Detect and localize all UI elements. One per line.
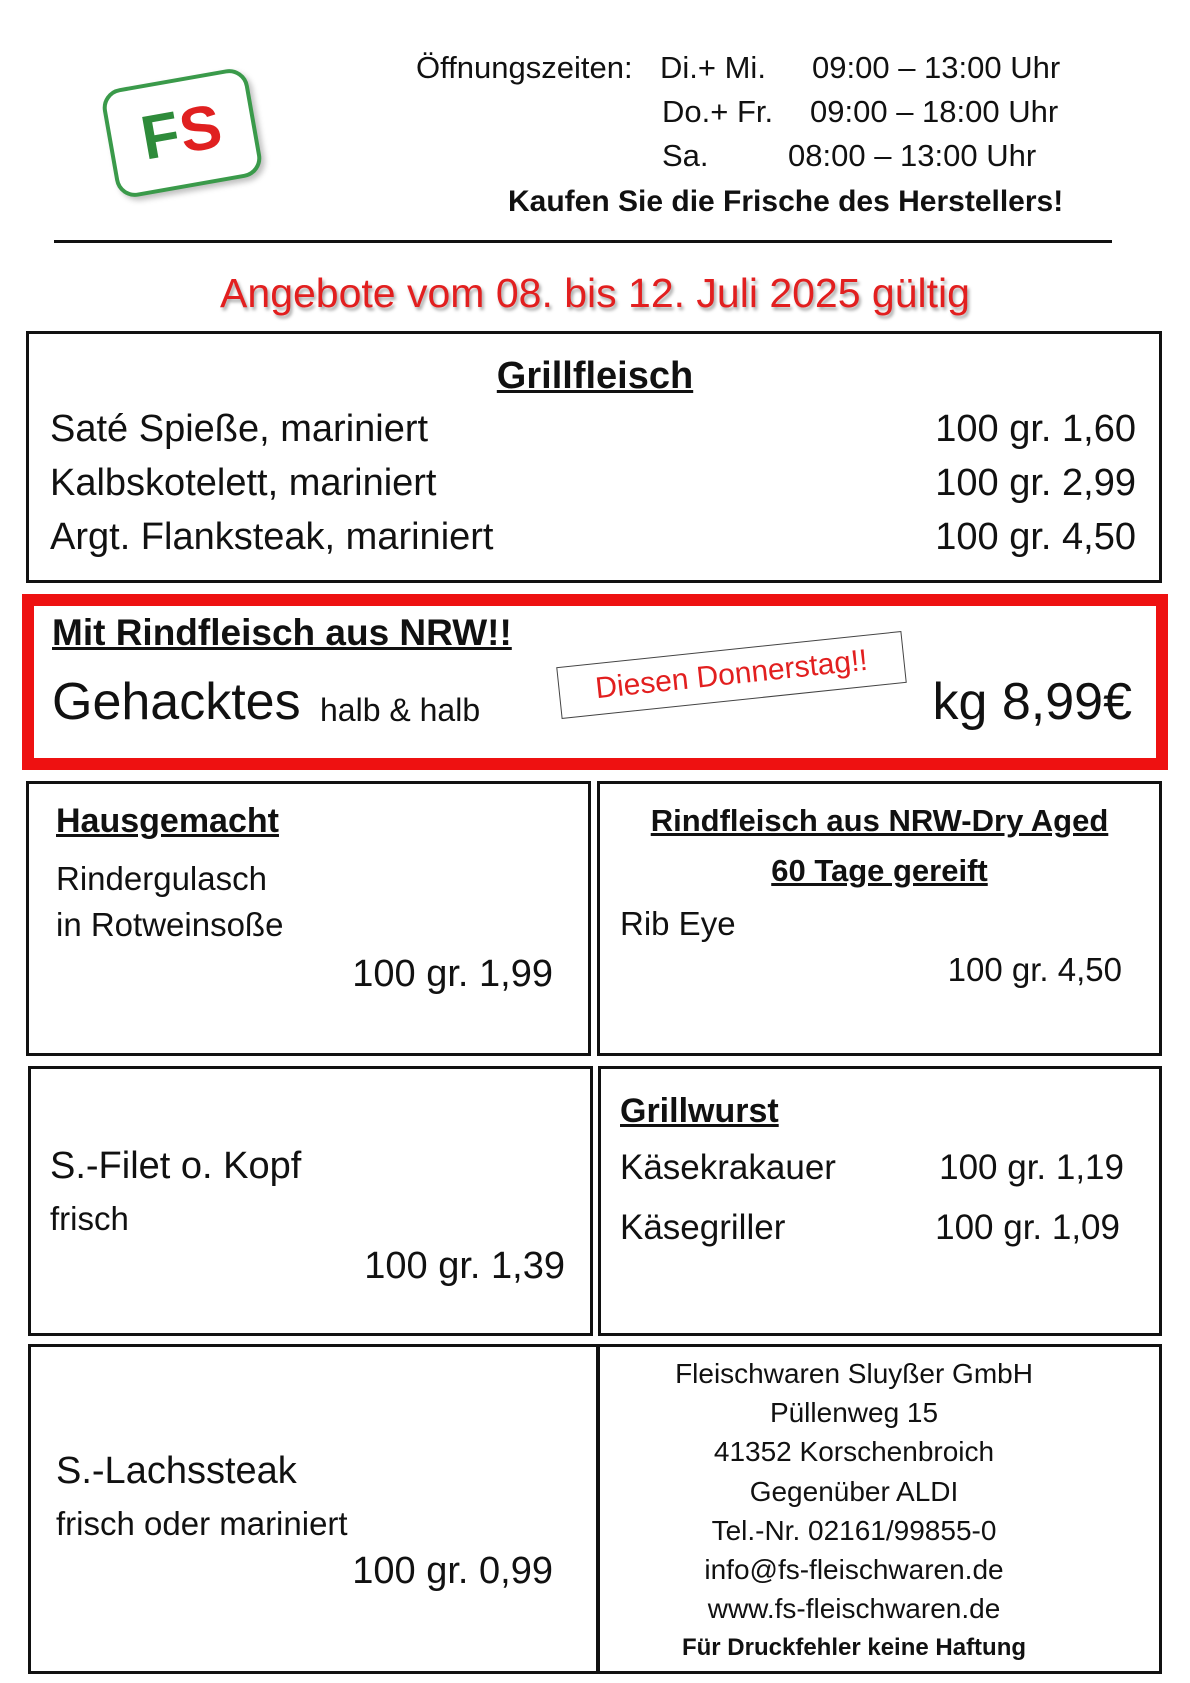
highlight-product-name: Gehacktes (52, 673, 301, 731)
dryaged-heading-1: Rindfleisch aus NRW-Dry Aged (650, 803, 1109, 838)
dryaged-product-name: Rib Eye (620, 905, 736, 942)
offer-title: Angebote vom 08. bis 12. Juli 2025 gültig (220, 270, 970, 316)
impressum-company: Fleischwaren Sluyßer GmbH (675, 1358, 1033, 1389)
impressum-email: info@fs-fleischwaren.de (704, 1554, 1004, 1585)
grillwurst-item-name-1: Käsekrakauer (620, 1148, 836, 1187)
hours-days-1: Di.+ Mi. (660, 50, 766, 85)
logo-letter-f: F (135, 98, 187, 174)
hours-days-2: Do.+ Fr. (662, 94, 774, 129)
grillfleisch-item-name-3: Argt. Flanksteak, mariniert (50, 516, 494, 558)
grillfleisch-heading: Grillfleisch (496, 355, 694, 397)
grillfleisch-item-price-2: 100 gr. 2,99 (935, 462, 1136, 504)
hours-time-2: 09:00 – 18:00 Uhr (810, 94, 1059, 129)
filet-price: 100 gr. 1,39 (364, 1245, 565, 1287)
impressum-phone: Tel.-Nr. 02161/99855-0 (711, 1515, 997, 1546)
logo-letter-s: S (174, 91, 228, 167)
impressum-disclaimer: Für Druckfehler keine Haftung (681, 1634, 1027, 1661)
hausgemacht-line-1: Rindergulasch (56, 860, 267, 897)
hours-time-3: 08:00 – 13:00 Uhr (788, 138, 1037, 173)
hours-time-1: 09:00 – 13:00 Uhr (812, 50, 1061, 85)
grillfleisch-item-name-2: Kalbskotelett, mariniert (50, 462, 437, 504)
slogan: Kaufen Sie die Frische des Herstellers! (508, 185, 1064, 218)
filet-product-sub: frisch (50, 1200, 129, 1237)
hausgemacht-heading: Hausgemacht (56, 802, 279, 840)
header-divider (54, 240, 1112, 243)
lachs-price: 100 gr. 0,99 (352, 1550, 553, 1592)
hours-days-3: Sa. (662, 138, 709, 173)
impressum-city: 41352 Korschenbroich (713, 1436, 995, 1467)
grillwurst-item-price-2: 100 gr. 1,09 (935, 1208, 1120, 1247)
hausgemacht-line-2: in Rotweinsoße (56, 906, 284, 943)
impressum-web: www.fs-fleischwaren.de (707, 1593, 1001, 1624)
fs-logo (100, 66, 265, 200)
donnerstag-stamp: Diesen Donnerstag!! (556, 631, 907, 719)
filet-product-name: S.-Filet o. Kopf (50, 1145, 302, 1187)
impressum-street: Püllenweg 15 (769, 1397, 939, 1428)
hours-label: Öffnungszeiten: (416, 50, 633, 85)
highlight-price: kg 8,99€ (932, 673, 1132, 731)
highlight-heading: Mit Rindfleisch aus NRW!! (52, 612, 512, 653)
grillfleisch-item-price-1: 100 gr. 1,60 (935, 408, 1136, 450)
grillfleisch-item-price-3: 100 gr. 4,50 (935, 516, 1136, 558)
grillwurst-item-name-2: Käsegriller (620, 1208, 786, 1247)
lachs-product-sub: frisch oder mariniert (56, 1505, 348, 1542)
dryaged-price: 100 gr. 4,50 (947, 951, 1122, 988)
grillwurst-heading: Grillwurst (620, 1092, 779, 1130)
impressum-location: Gegenüber ALDI (749, 1476, 959, 1507)
highlight-product-sub: halb & halb (320, 692, 481, 728)
lachs-product-name: S.-Lachssteak (56, 1450, 297, 1492)
grillwurst-item-price-1: 100 gr. 1,19 (939, 1148, 1124, 1187)
dryaged-heading-2: 60 Tage gereift (771, 853, 988, 888)
hausgemacht-price: 100 gr. 1,99 (352, 953, 553, 995)
grillfleisch-item-name-1: Saté Spieße, mariniert (50, 408, 429, 450)
